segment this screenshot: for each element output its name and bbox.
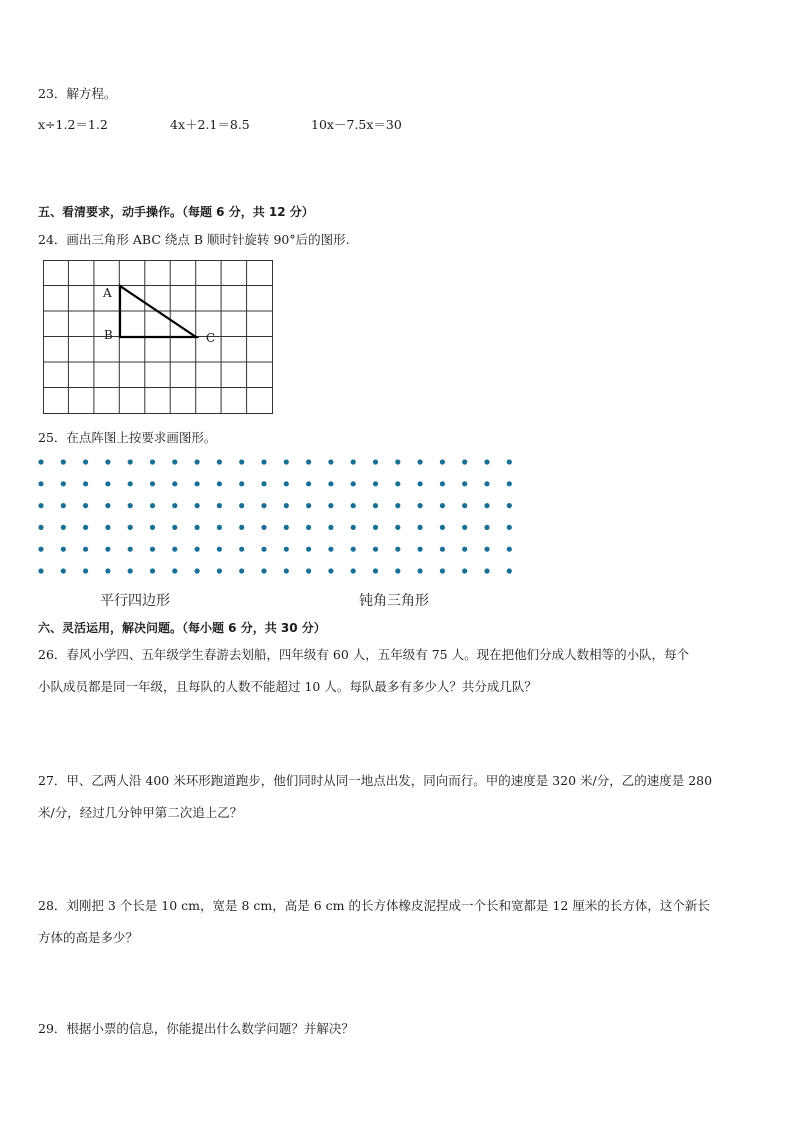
lattice-dot bbox=[239, 547, 244, 552]
lattice-dot bbox=[38, 503, 43, 508]
lattice-dot bbox=[351, 525, 356, 530]
lattice-dot bbox=[306, 459, 311, 464]
lattice-dot bbox=[395, 525, 400, 530]
lattice-dot bbox=[83, 481, 88, 486]
lattice-dot bbox=[462, 503, 467, 508]
lattice-dot bbox=[284, 503, 289, 508]
q26-line-2: 小队成员都是同一年级，且每队的人数不能超过 10 人。每队最多有多少人？共分成几队？ bbox=[38, 679, 537, 694]
lattice-dot bbox=[61, 568, 66, 573]
lattice-dot bbox=[484, 459, 489, 464]
lattice-dot bbox=[239, 568, 244, 573]
lattice-dot bbox=[418, 547, 423, 552]
lattice-dot bbox=[306, 481, 311, 486]
lattice-dot bbox=[373, 547, 378, 552]
lattice-dot bbox=[440, 503, 445, 508]
lattice-dot bbox=[261, 525, 266, 530]
lattice-dot bbox=[128, 525, 133, 530]
q28-line-2: 方体的高是多少？ bbox=[38, 930, 139, 945]
lattice-dot bbox=[507, 503, 512, 508]
lattice-dot bbox=[61, 525, 66, 530]
q24-title: 24．画出三角形 ABC 绕点 B 顺时针旋转 90°后的图形. bbox=[38, 232, 350, 247]
lattice-dot bbox=[128, 568, 133, 573]
lattice-dot bbox=[217, 481, 222, 486]
lattice-dot bbox=[507, 481, 512, 486]
lattice-dot bbox=[328, 503, 333, 508]
lattice-dot bbox=[440, 525, 445, 530]
lattice-dot bbox=[38, 481, 43, 486]
lattice-dot bbox=[195, 547, 200, 552]
q26-line-1: 26．春风小学四、五年级学生春游去划船，四年级有 60 人，五年级有 75 人。现在把他们分成人数相等的小队，每个 bbox=[38, 647, 690, 662]
lattice-dot bbox=[462, 481, 467, 486]
lattice-dot bbox=[395, 481, 400, 486]
lattice-dot bbox=[105, 481, 110, 486]
lattice-dot bbox=[105, 503, 110, 508]
lattice-dot bbox=[150, 568, 155, 573]
point-b-label: B bbox=[104, 328, 113, 342]
q23-equation-3: 10x－7.5x＝30 bbox=[311, 117, 402, 132]
lattice-dot bbox=[83, 547, 88, 552]
lattice-dot bbox=[195, 568, 200, 573]
lattice-dot bbox=[484, 547, 489, 552]
lattice-dot bbox=[261, 481, 266, 486]
lattice-dot bbox=[484, 525, 489, 530]
lattice-dot bbox=[239, 503, 244, 508]
lattice-dot bbox=[507, 568, 512, 573]
lattice-dot bbox=[418, 568, 423, 573]
lattice-dot bbox=[484, 568, 489, 573]
lattice-dot bbox=[284, 547, 289, 552]
lattice-dot bbox=[440, 568, 445, 573]
lattice-dot bbox=[306, 503, 311, 508]
lattice-dot bbox=[284, 459, 289, 464]
lattice-dot bbox=[328, 547, 333, 552]
lattice-dot bbox=[351, 481, 356, 486]
lattice-dot bbox=[195, 459, 200, 464]
lattice-dot bbox=[61, 503, 66, 508]
lattice-dot bbox=[261, 547, 266, 552]
q23-equation-2: 4x＋2.1＝8.5 bbox=[170, 117, 250, 132]
lattice-dot bbox=[239, 525, 244, 530]
lattice-dot bbox=[373, 459, 378, 464]
lattice-dot bbox=[128, 503, 133, 508]
lattice-dot bbox=[328, 459, 333, 464]
lattice-dot bbox=[83, 525, 88, 530]
lattice-dot bbox=[61, 547, 66, 552]
lattice-dot bbox=[261, 568, 266, 573]
lattice-dot bbox=[261, 459, 266, 464]
lattice-dot bbox=[217, 525, 222, 530]
lattice-dot bbox=[462, 547, 467, 552]
lattice-dot bbox=[83, 459, 88, 464]
lattice-dot bbox=[150, 547, 155, 552]
lattice-dot bbox=[306, 568, 311, 573]
lattice-dot bbox=[172, 481, 177, 486]
q25-title: 25．在点阵图上按要求画图形。 bbox=[38, 430, 217, 445]
lattice-dot bbox=[239, 481, 244, 486]
lattice-dot bbox=[217, 503, 222, 508]
lattice-dot bbox=[484, 503, 489, 508]
lattice-dot bbox=[105, 459, 110, 464]
lattice-dot bbox=[351, 459, 356, 464]
lattice-dot bbox=[418, 525, 423, 530]
point-c-label: C bbox=[206, 331, 216, 345]
lattice-dot bbox=[172, 547, 177, 552]
lattice-dot bbox=[440, 459, 445, 464]
lattice-dot bbox=[217, 459, 222, 464]
lattice-dot bbox=[418, 459, 423, 464]
lattice-dot bbox=[507, 459, 512, 464]
lattice-dot bbox=[150, 481, 155, 486]
lattice-dot bbox=[284, 568, 289, 573]
caption-parallelogram: 平行四边形 bbox=[100, 593, 170, 609]
lattice-dot bbox=[105, 525, 110, 530]
q27-line-1: 27．甲、乙两人沿 400 米环形跑道跑步，他们同时从同一地点出发，同向而行。甲的速度是 320 米/分，乙的速度是 280 bbox=[38, 773, 713, 788]
lattice-dot bbox=[150, 525, 155, 530]
lattice-dot bbox=[462, 568, 467, 573]
lattice-dot bbox=[105, 568, 110, 573]
section5-title: 五、看清要求，动手操作。（每题 6 分，共 12 分） bbox=[38, 205, 314, 219]
lattice-dot bbox=[351, 568, 356, 573]
lattice-dot bbox=[484, 481, 489, 486]
lattice-dot bbox=[395, 503, 400, 508]
lattice-dot bbox=[418, 481, 423, 486]
lattice-dot bbox=[128, 547, 133, 552]
lattice-dot bbox=[395, 547, 400, 552]
lattice-dot bbox=[83, 503, 88, 508]
lattice-dot bbox=[38, 459, 43, 464]
lattice-dot bbox=[462, 525, 467, 530]
lattice-dot bbox=[38, 568, 43, 573]
point-a-label: A bbox=[103, 286, 112, 300]
lattice-dot bbox=[128, 481, 133, 486]
lattice-dot bbox=[150, 459, 155, 464]
lattice-dot bbox=[217, 547, 222, 552]
lattice-dot bbox=[284, 525, 289, 530]
lattice-dot bbox=[38, 525, 43, 530]
lattice-dot bbox=[284, 481, 289, 486]
lattice-dot bbox=[38, 547, 43, 552]
lattice-dot bbox=[351, 503, 356, 508]
lattice-dot bbox=[373, 525, 378, 530]
lattice-dot bbox=[172, 459, 177, 464]
lattice-dot bbox=[128, 459, 133, 464]
lattice-dot bbox=[373, 568, 378, 573]
lattice-dot bbox=[328, 568, 333, 573]
lattice-dot bbox=[150, 503, 155, 508]
lattice-dot bbox=[172, 568, 177, 573]
lattice-dot bbox=[418, 503, 423, 508]
lattice-dot bbox=[172, 525, 177, 530]
lattice-dot bbox=[261, 503, 266, 508]
lattice-dot bbox=[195, 481, 200, 486]
lattice-dot bbox=[105, 547, 110, 552]
lattice-dot bbox=[328, 481, 333, 486]
lattice-dot bbox=[306, 547, 311, 552]
lattice-dot bbox=[328, 525, 333, 530]
lattice-dot bbox=[440, 547, 445, 552]
lattice-dot bbox=[306, 525, 311, 530]
lattice-dot bbox=[195, 525, 200, 530]
lattice-dot bbox=[507, 525, 512, 530]
q29-line-1: 29．根据小票的信息，你能提出什么数学问题？并解决？ bbox=[38, 1021, 354, 1036]
lattice-dot bbox=[195, 503, 200, 508]
q28-line-1: 28．刘刚把 3 个长是 10 cm，宽是 8 cm，高是 6 cm 的长方体橡皮泥捏成一个长和宽都是 12 厘米的长方体，这个新长 bbox=[38, 898, 710, 913]
lattice-dot bbox=[440, 481, 445, 486]
lattice-dot bbox=[83, 568, 88, 573]
lattice-dot bbox=[395, 459, 400, 464]
lattice-dot bbox=[61, 481, 66, 486]
lattice-dot bbox=[373, 503, 378, 508]
lattice-dot bbox=[462, 459, 467, 464]
section6-title: 六、灵活运用，解决问题。（每小题 6 分，共 30 分） bbox=[38, 621, 326, 635]
q23-equation-1: x÷1.2＝1.2 bbox=[38, 117, 108, 132]
lattice-dot bbox=[373, 481, 378, 486]
lattice-dot bbox=[217, 568, 222, 573]
lattice-dot bbox=[172, 503, 177, 508]
lattice-dot bbox=[61, 459, 66, 464]
q23-title: 23．解方程。 bbox=[38, 86, 117, 101]
q27-line-2: 米/分，经过几分钟甲第二次追上乙？ bbox=[38, 805, 243, 820]
lattice-dot bbox=[239, 459, 244, 464]
lattice-dot bbox=[395, 568, 400, 573]
lattice-dot bbox=[351, 547, 356, 552]
caption-obtuse-triangle: 钝角三角形 bbox=[359, 593, 429, 609]
lattice-dot bbox=[507, 547, 512, 552]
